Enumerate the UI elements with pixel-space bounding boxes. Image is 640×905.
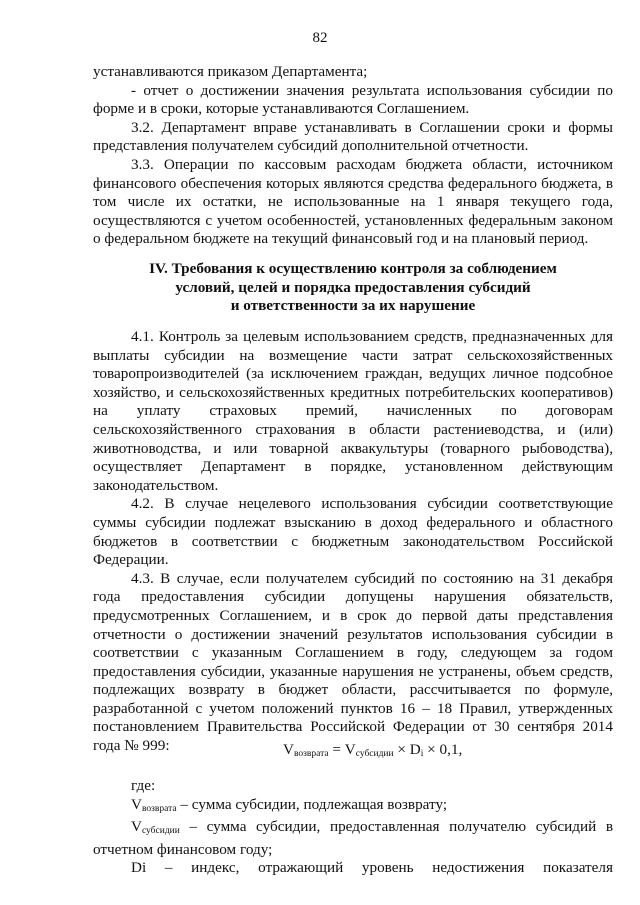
heading-line: IV. Требования к осуществлению контроля за соблюдением (149, 260, 557, 277)
formula-times: × (393, 741, 410, 758)
paragraph: 3.2. Департамент вправе устанавливать в Соглашении сроки и формы представления получателем субсидий дополнительной отчетности. (93, 118, 613, 155)
formula-times: × (423, 741, 440, 758)
formula-v: V (344, 741, 356, 758)
intro-block (93, 63, 613, 249)
formula-d: D (409, 741, 421, 758)
paragraph: 4.3. В случае, если получателем субсидий по состоянию на 31 декабря года предоставления субсидии допущены нарушения обязательств, предусмотренных Соглашением, и в срок до первой даты представления отчетности о достижении значений результатов использования субсидии в соответствии с указанным Соглашением в году, следующем за годом предоставления субсидии, указанные нарушения не устранены, объем средств, подлежащих возврату в бюджет области, рассчитывается по формуле, разработанной с учетом положений пунктов 16 – 18 Правил, утвержденных постановлением Правительства Российской Федерации от 30 сентября 2014 года № 999: (93, 569, 613, 755)
paragraph: 4.2. В случае нецелевого использования субсидии соответствующие суммы субсидии подлежат взысканию в доход федерального и областного бюджетов в соответствии с бюджетным законодательством Российской Федерации. (93, 495, 613, 569)
formula-coef: 0,1, (439, 741, 463, 758)
section-heading (93, 260, 613, 316)
heading-line: условий, целей и порядка предоставления субсидий (175, 278, 531, 296)
paragraph: устанавливаются приказом Департамента; (93, 63, 368, 80)
paragraph: - отчет о достижении значения результата использования субсидии по форме и в сроки, которые устанавливаются Соглашением. (93, 81, 613, 118)
def-text: – сумма субсидии, предоставленная получателю субсидий в отчетном финансовом году; (93, 818, 613, 858)
definitions-block (93, 777, 613, 878)
definition-item (93, 818, 613, 859)
paragraph: 4.1. Контроль за целевым использованием средств, предназначенных для выплаты субсидии на возмещение части затрат сельскохозяйственных товаропроизводителей (за исключением граждан, ведущих личное подсобное хозяйство, и сельскохозяйственных кредитных потребительских кооперативов) на уплату страховых премий, начисленных по договорам сельскохозяйственного страхования в области растениеводства, и (или) животноводства, и или товарной аквакультуры (товарного рыбоводства), осуществляет Департамент в порядке, установленном действующим законодательством. (93, 328, 613, 494)
definition-item (93, 859, 613, 878)
formula-eq: = (328, 741, 345, 758)
formula-v-sub: субсидии (355, 749, 394, 759)
def-symbol: V (131, 818, 142, 836)
where-label: где: (131, 777, 156, 794)
heading-line: и ответственности за их нарушение (230, 297, 476, 315)
def-text: – сумма субсидии, подлежащая возврату; (176, 795, 448, 813)
def-symbol: Di (131, 859, 147, 877)
def-sub: возврата (141, 803, 177, 814)
def-text: – индекс, отражающий уровень недостижения показателя (146, 859, 613, 877)
formula (283, 741, 462, 759)
body-block (93, 328, 613, 756)
def-symbol: V (131, 795, 142, 813)
paragraph: 3.3. Операции по кассовым расходам бюджета области, источником финансового обеспечения которых являются средства федерального бюджета, в том числе их остатки, не использованные на 1 января текущего года, осуществляются с учетом особенностей, установленных федеральным законом о федеральном бюджете на текущий финансовый год и на плановый период. (93, 155, 613, 248)
formula-d-sub: i (420, 749, 424, 759)
page-number: 82 (312, 30, 328, 46)
definition-item (93, 796, 613, 819)
def-sub: субсидии (141, 826, 180, 837)
formula-lhs: V (283, 741, 294, 758)
formula-lhs-sub: возврата (293, 749, 329, 759)
